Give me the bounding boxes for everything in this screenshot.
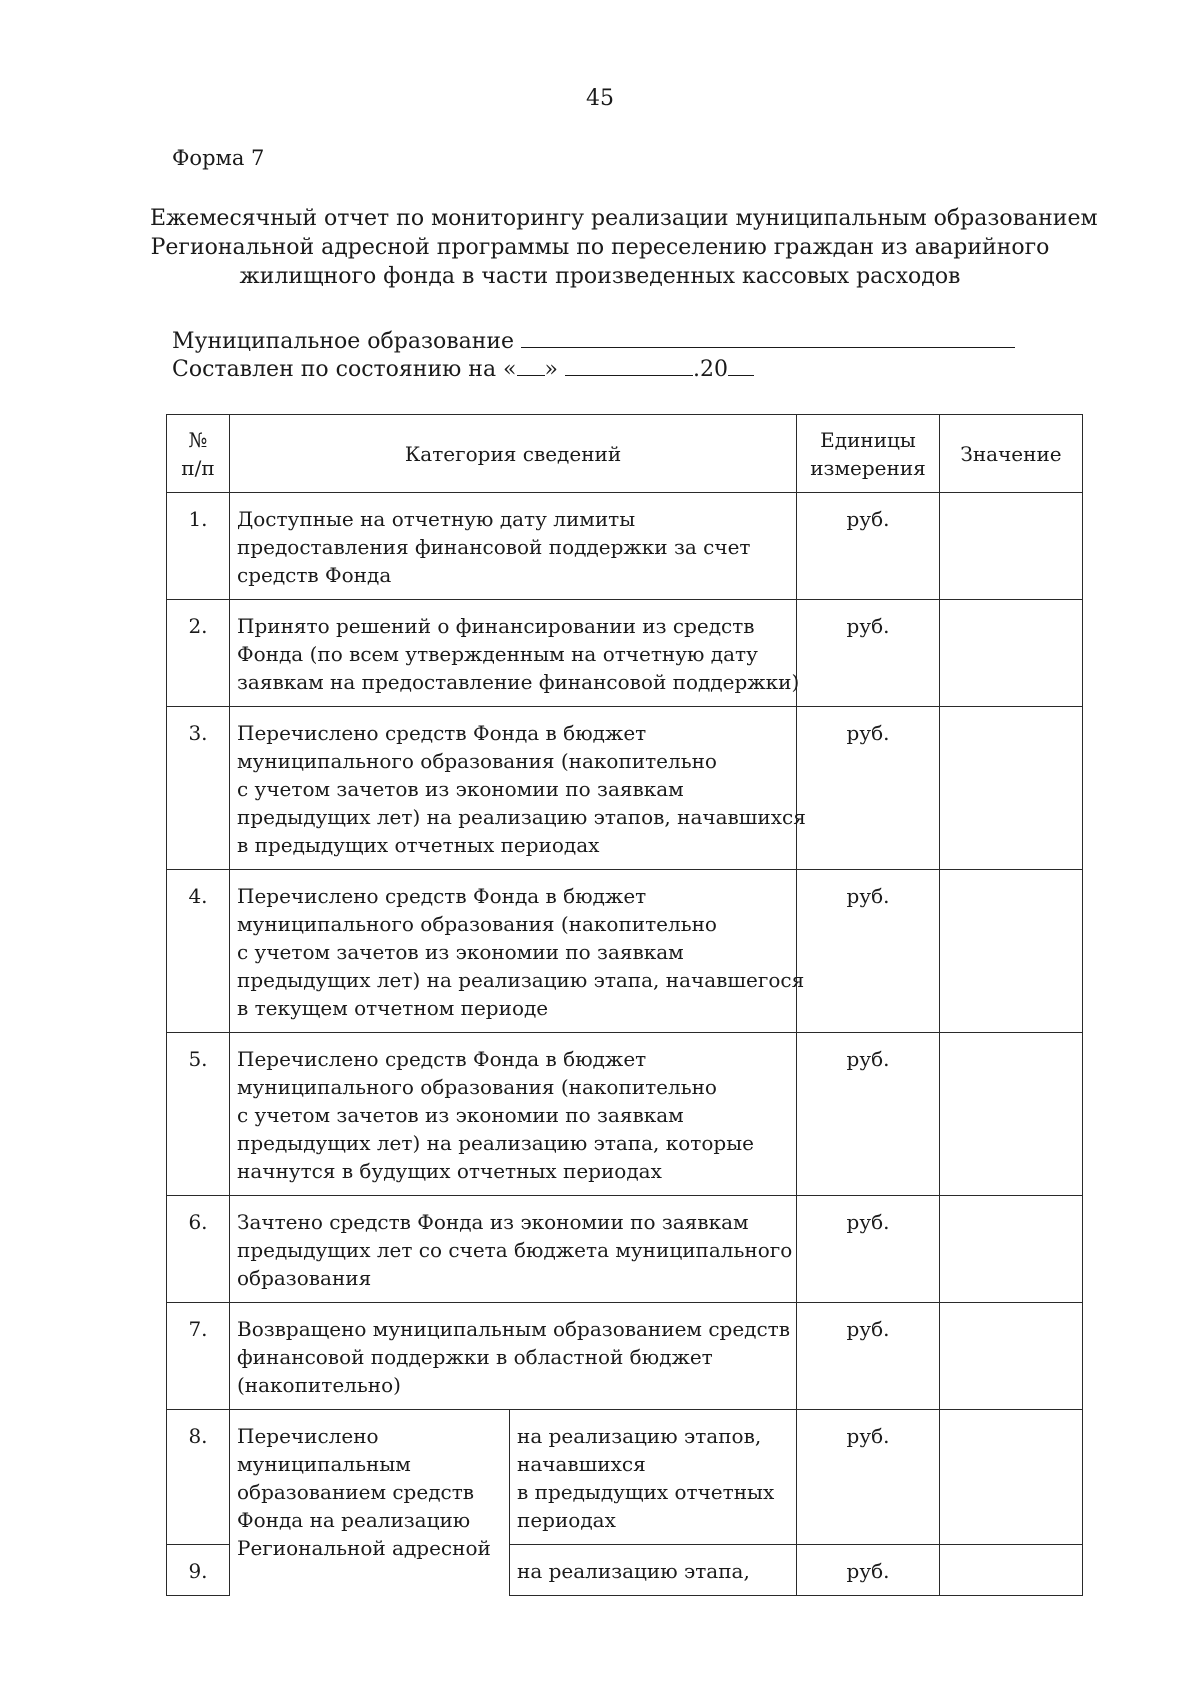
- row-value-cell[interactable]: [940, 1303, 1083, 1410]
- row-number: 8.: [167, 1410, 230, 1545]
- row-value-cell[interactable]: [940, 1545, 1083, 1596]
- header-number-line: п/п: [181, 455, 215, 480]
- header-number-line: №: [188, 427, 208, 452]
- category-line: предыдущих лет со счета бюджета муниципального: [237, 1238, 793, 1262]
- category-line: Перечислено средств Фонда в бюджет: [237, 721, 647, 745]
- category-line: начнутся в будущих отчетных периодах: [237, 1159, 662, 1183]
- table-row: [167, 600, 1083, 707]
- row-unit: руб.: [797, 1303, 940, 1410]
- row-unit: руб.: [797, 707, 940, 870]
- form-label: Форма 7: [172, 146, 265, 170]
- category-line: Возвращено муниципальным образованием средств: [237, 1317, 791, 1341]
- row-category: [230, 870, 805, 1033]
- row-unit: руб.: [797, 870, 940, 1033]
- table-row: [167, 707, 1083, 870]
- category-line: средств Фонда: [237, 563, 392, 587]
- category-line: Зачтено средств Фонда из экономии по заявкам: [237, 1210, 749, 1234]
- category-line: (накопительно): [237, 1373, 401, 1397]
- row-category: [230, 493, 797, 600]
- row-value-cell[interactable]: [940, 870, 1083, 1033]
- category-line: Принято решений о финансировании из средств: [237, 614, 755, 638]
- table-row: [167, 1196, 1083, 1303]
- row-unit: руб.: [797, 600, 940, 707]
- row-unit: руб.: [797, 493, 940, 600]
- row-unit: руб.: [797, 1196, 940, 1303]
- day-blank: [517, 355, 545, 376]
- category-line: заявкам на предоставление финансовой поддержки): [237, 670, 800, 694]
- category-line: муниципального образования (накопительно: [237, 749, 717, 773]
- table-row: [167, 1303, 1083, 1410]
- category-line: Перечислено средств Фонда в бюджет: [237, 1047, 647, 1071]
- row-value-cell[interactable]: [940, 707, 1083, 870]
- category-line: муниципального образования (накопительно: [237, 1075, 717, 1099]
- row-number: 6.: [167, 1196, 230, 1303]
- category-line: в предыдущих отчетных периодах: [237, 833, 600, 857]
- subrow-category-line: периодах: [517, 1508, 616, 1532]
- row-number: 3.: [167, 707, 230, 870]
- group-category: [230, 1410, 510, 1596]
- title-line: Региональной адресной программы по переселению граждан из аварийного: [150, 235, 1050, 260]
- subrow-category: [510, 1410, 797, 1545]
- table-row: [167, 1410, 1083, 1545]
- row-category: [230, 600, 800, 707]
- group-category-line: Фонда на реализацию: [237, 1508, 471, 1532]
- row-number: 4.: [167, 870, 230, 1033]
- row-unit: руб.: [797, 1033, 940, 1196]
- group-category-line: муниципальным: [237, 1452, 411, 1476]
- row-number: 2.: [167, 600, 230, 707]
- table-row: [167, 870, 1083, 1033]
- category-line: Перечислено средств Фонда в бюджет: [237, 884, 647, 908]
- row-category: [230, 1033, 797, 1196]
- subrow-category-line: на реализацию этапа,: [517, 1559, 750, 1583]
- report-table: [166, 414, 1083, 1596]
- row-category: [230, 1303, 797, 1410]
- group-category-line: Региональной адресной: [237, 1536, 491, 1560]
- header-number: [167, 415, 230, 493]
- category-line: финансовой поддержки в областной бюджет: [237, 1345, 713, 1369]
- category-line: с учетом зачетов из экономии по заявкам: [237, 1103, 684, 1127]
- group-category-line: Перечислено: [237, 1424, 379, 1448]
- row-number: 5.: [167, 1033, 230, 1196]
- category-line: предоставления финансовой поддержки за счет: [237, 535, 751, 559]
- table-header-row: [167, 415, 1083, 493]
- header-unit-line: Единицы: [820, 427, 916, 452]
- category-line: предыдущих лет) на реализацию этапа, начавшегося: [237, 968, 805, 992]
- date-mid: »: [544, 357, 558, 382]
- table-body: [167, 493, 1083, 1596]
- row-value-cell[interactable]: [940, 1410, 1083, 1545]
- subrow-category: [510, 1545, 797, 1596]
- month-blank: [565, 355, 693, 376]
- municipality-blank: [521, 327, 1015, 348]
- row-unit: руб.: [797, 1410, 940, 1545]
- row-value-cell[interactable]: [940, 600, 1083, 707]
- header-category: Категория сведений: [230, 415, 797, 493]
- table-row: [167, 493, 1083, 600]
- row-number: 7.: [167, 1303, 230, 1410]
- row-value-cell[interactable]: [940, 493, 1083, 600]
- header-unit-line: измерения: [810, 455, 926, 480]
- year-blank: [728, 355, 754, 376]
- title-line: Ежемесячный отчет по мониторингу реализации муниципальным образованием: [150, 206, 1098, 231]
- group-category-line: образованием средств: [237, 1480, 475, 1504]
- header-value: Значение: [940, 415, 1083, 493]
- date-year: .20: [692, 357, 728, 382]
- category-line: предыдущих лет) на реализацию этапа, которые: [237, 1131, 754, 1155]
- row-value-cell[interactable]: [940, 1196, 1083, 1303]
- municipality-label: Муниципальное образование: [172, 329, 515, 354]
- table-row: [167, 1033, 1083, 1196]
- report-title: [150, 204, 1098, 291]
- subrow-category-line: начавшихся: [517, 1452, 646, 1476]
- row-category: [230, 707, 806, 870]
- category-line: с учетом зачетов из экономии по заявкам: [237, 777, 684, 801]
- date-line: [172, 355, 754, 382]
- row-value-cell[interactable]: [940, 1033, 1083, 1196]
- subrow-category-line: в предыдущих отчетных: [517, 1480, 775, 1504]
- page-number: 45: [586, 86, 614, 111]
- category-line: в текущем отчетном периоде: [237, 996, 549, 1020]
- row-unit: руб.: [797, 1545, 940, 1596]
- category-line: муниципального образования (накопительно: [237, 912, 717, 936]
- row-number: 1.: [167, 493, 230, 600]
- row-number: 9.: [167, 1545, 230, 1596]
- category-line: с учетом зачетов из экономии по заявкам: [237, 940, 684, 964]
- municipality-line: [172, 327, 1015, 354]
- category-line: Фонда (по всем утвержденным на отчетную дату: [237, 642, 758, 666]
- title-line: жилищного фонда в части произведенных кассовых расходов: [239, 264, 961, 289]
- subrow-category-line: на реализацию этапов,: [517, 1424, 762, 1448]
- category-line: образования: [237, 1266, 372, 1290]
- header-unit: [797, 415, 940, 493]
- category-line: предыдущих лет) на реализацию этапов, начавшихся: [237, 805, 806, 829]
- category-line: Доступные на отчетную дату лимиты: [237, 507, 636, 531]
- date-prefix: Составлен по состоянию на «: [172, 357, 517, 382]
- row-category: [230, 1196, 797, 1303]
